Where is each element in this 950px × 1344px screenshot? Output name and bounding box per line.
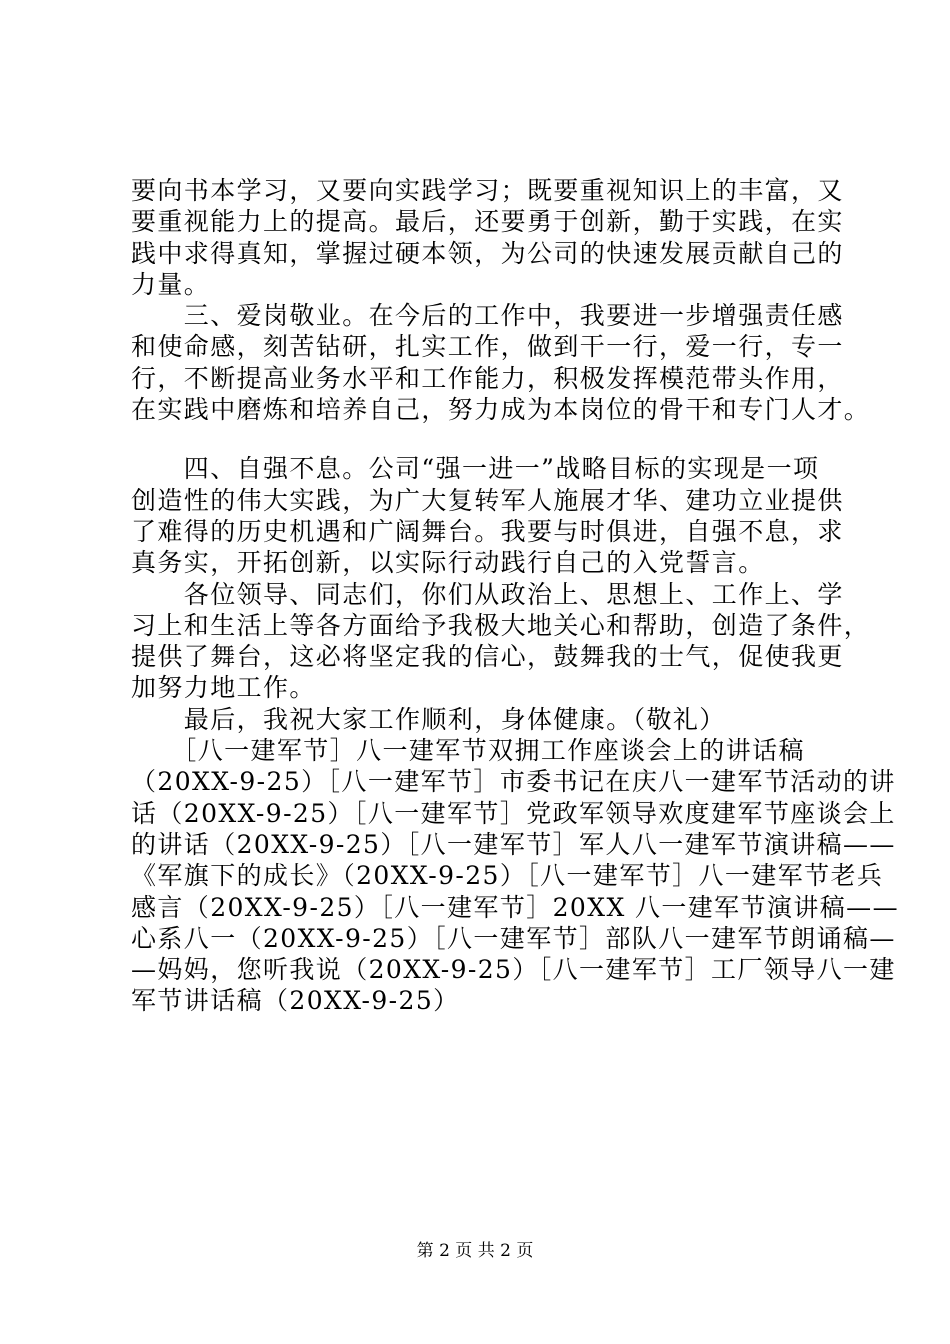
page-footer: [0, 1240, 950, 1262]
text-line: 行，不断提高业务水平和工作能力，积极发挥模范带头作用，: [131, 363, 844, 393]
text-line: 的讲话（20XX-9-25）［八一建军节］军人八一建军节演讲稿——: [131, 829, 896, 859]
text-line: 《军旗下的成长》（20XX-9-25）［八一建军节］八一建军节老兵: [131, 861, 884, 891]
text-line: 军节讲话稿（20XX-9-25）: [131, 986, 460, 1016]
text-line: 要向书本学习，又要向实践学习；既要重视知识上的丰富，又: [131, 176, 844, 205]
text-line: （20XX-9-25）［八一建军节］市委书记在庆八一建军节活动的讲: [131, 767, 896, 797]
text-line: 创造性的伟大实践，为广大复转军人施展才华、建功立业提供: [131, 485, 844, 515]
text-line: 了难得的历史机遇和广阔舞台。我要与时俱进，自强不息，求: [131, 516, 844, 546]
text-line: 力量。: [131, 269, 211, 299]
paragraph-gap: [131, 425, 851, 453]
text-line: 践中求得真知，掌握过硬本领，为公司的快速发展贡献自己的: [131, 238, 844, 268]
text-line: ［八一建军节］八一建军节双拥工作座谈会上的讲话稿: [131, 736, 805, 766]
text-block-1: [131, 175, 871, 425]
text-line: 各位领导、同志们，你们从政治上、思想上、工作上、学: [131, 579, 844, 609]
text-line: —妈妈，您听我说（20XX-9-25）［八一建军节］工厂领导八一建: [131, 955, 896, 985]
page-number-label: 第 2 页 共 2 页: [416, 1241, 534, 1261]
text-line: 加努力地工作。: [131, 673, 316, 703]
text-line: 要重视能力上的提高。最后，还要勇于创新，勤于实践，在实: [131, 207, 844, 237]
text-line: 在实践中磨炼和培养自己，努力成为本岗位的骨干和专门人才。: [131, 395, 871, 425]
text-line: 心系八一（20XX-9-25）［八一建军节］部队八一建军节朗诵稿—: [131, 923, 896, 953]
text-line: 最后，我祝大家工作顺利，身体健康。（敬礼）: [131, 704, 726, 734]
text-line: 话（20XX-9-25）［八一建军节］党政军领导欢度建军节座谈会上: [131, 798, 896, 828]
text-line: 习上和生活上等各方面给予我极大地关心和帮助，创造了条件，: [131, 610, 871, 640]
text-line: 真务实，开拓创新，以实际行动践行自己的入党誓言。: [131, 548, 765, 578]
text-line: 感言（20XX-9-25）［八一建军节］20XX 八一建军节演讲稿——: [131, 892, 899, 922]
text-block-2: [131, 453, 899, 1016]
text-line: 提供了舞台，这必将坚定我的信心，鼓舞我的士气，促使我更: [131, 642, 844, 672]
text-line: 和使命感，刻苦钻研，扎实工作，做到干一行，爱一行，专一: [131, 332, 844, 362]
text-line: 四、自强不息。公司“强一进一”战略目标的实现是一项: [131, 454, 820, 484]
text-line: 三、爱岗敬业。在今后的工作中，我要进一步增强责任感: [131, 301, 844, 331]
document-body: [131, 175, 899, 1017]
